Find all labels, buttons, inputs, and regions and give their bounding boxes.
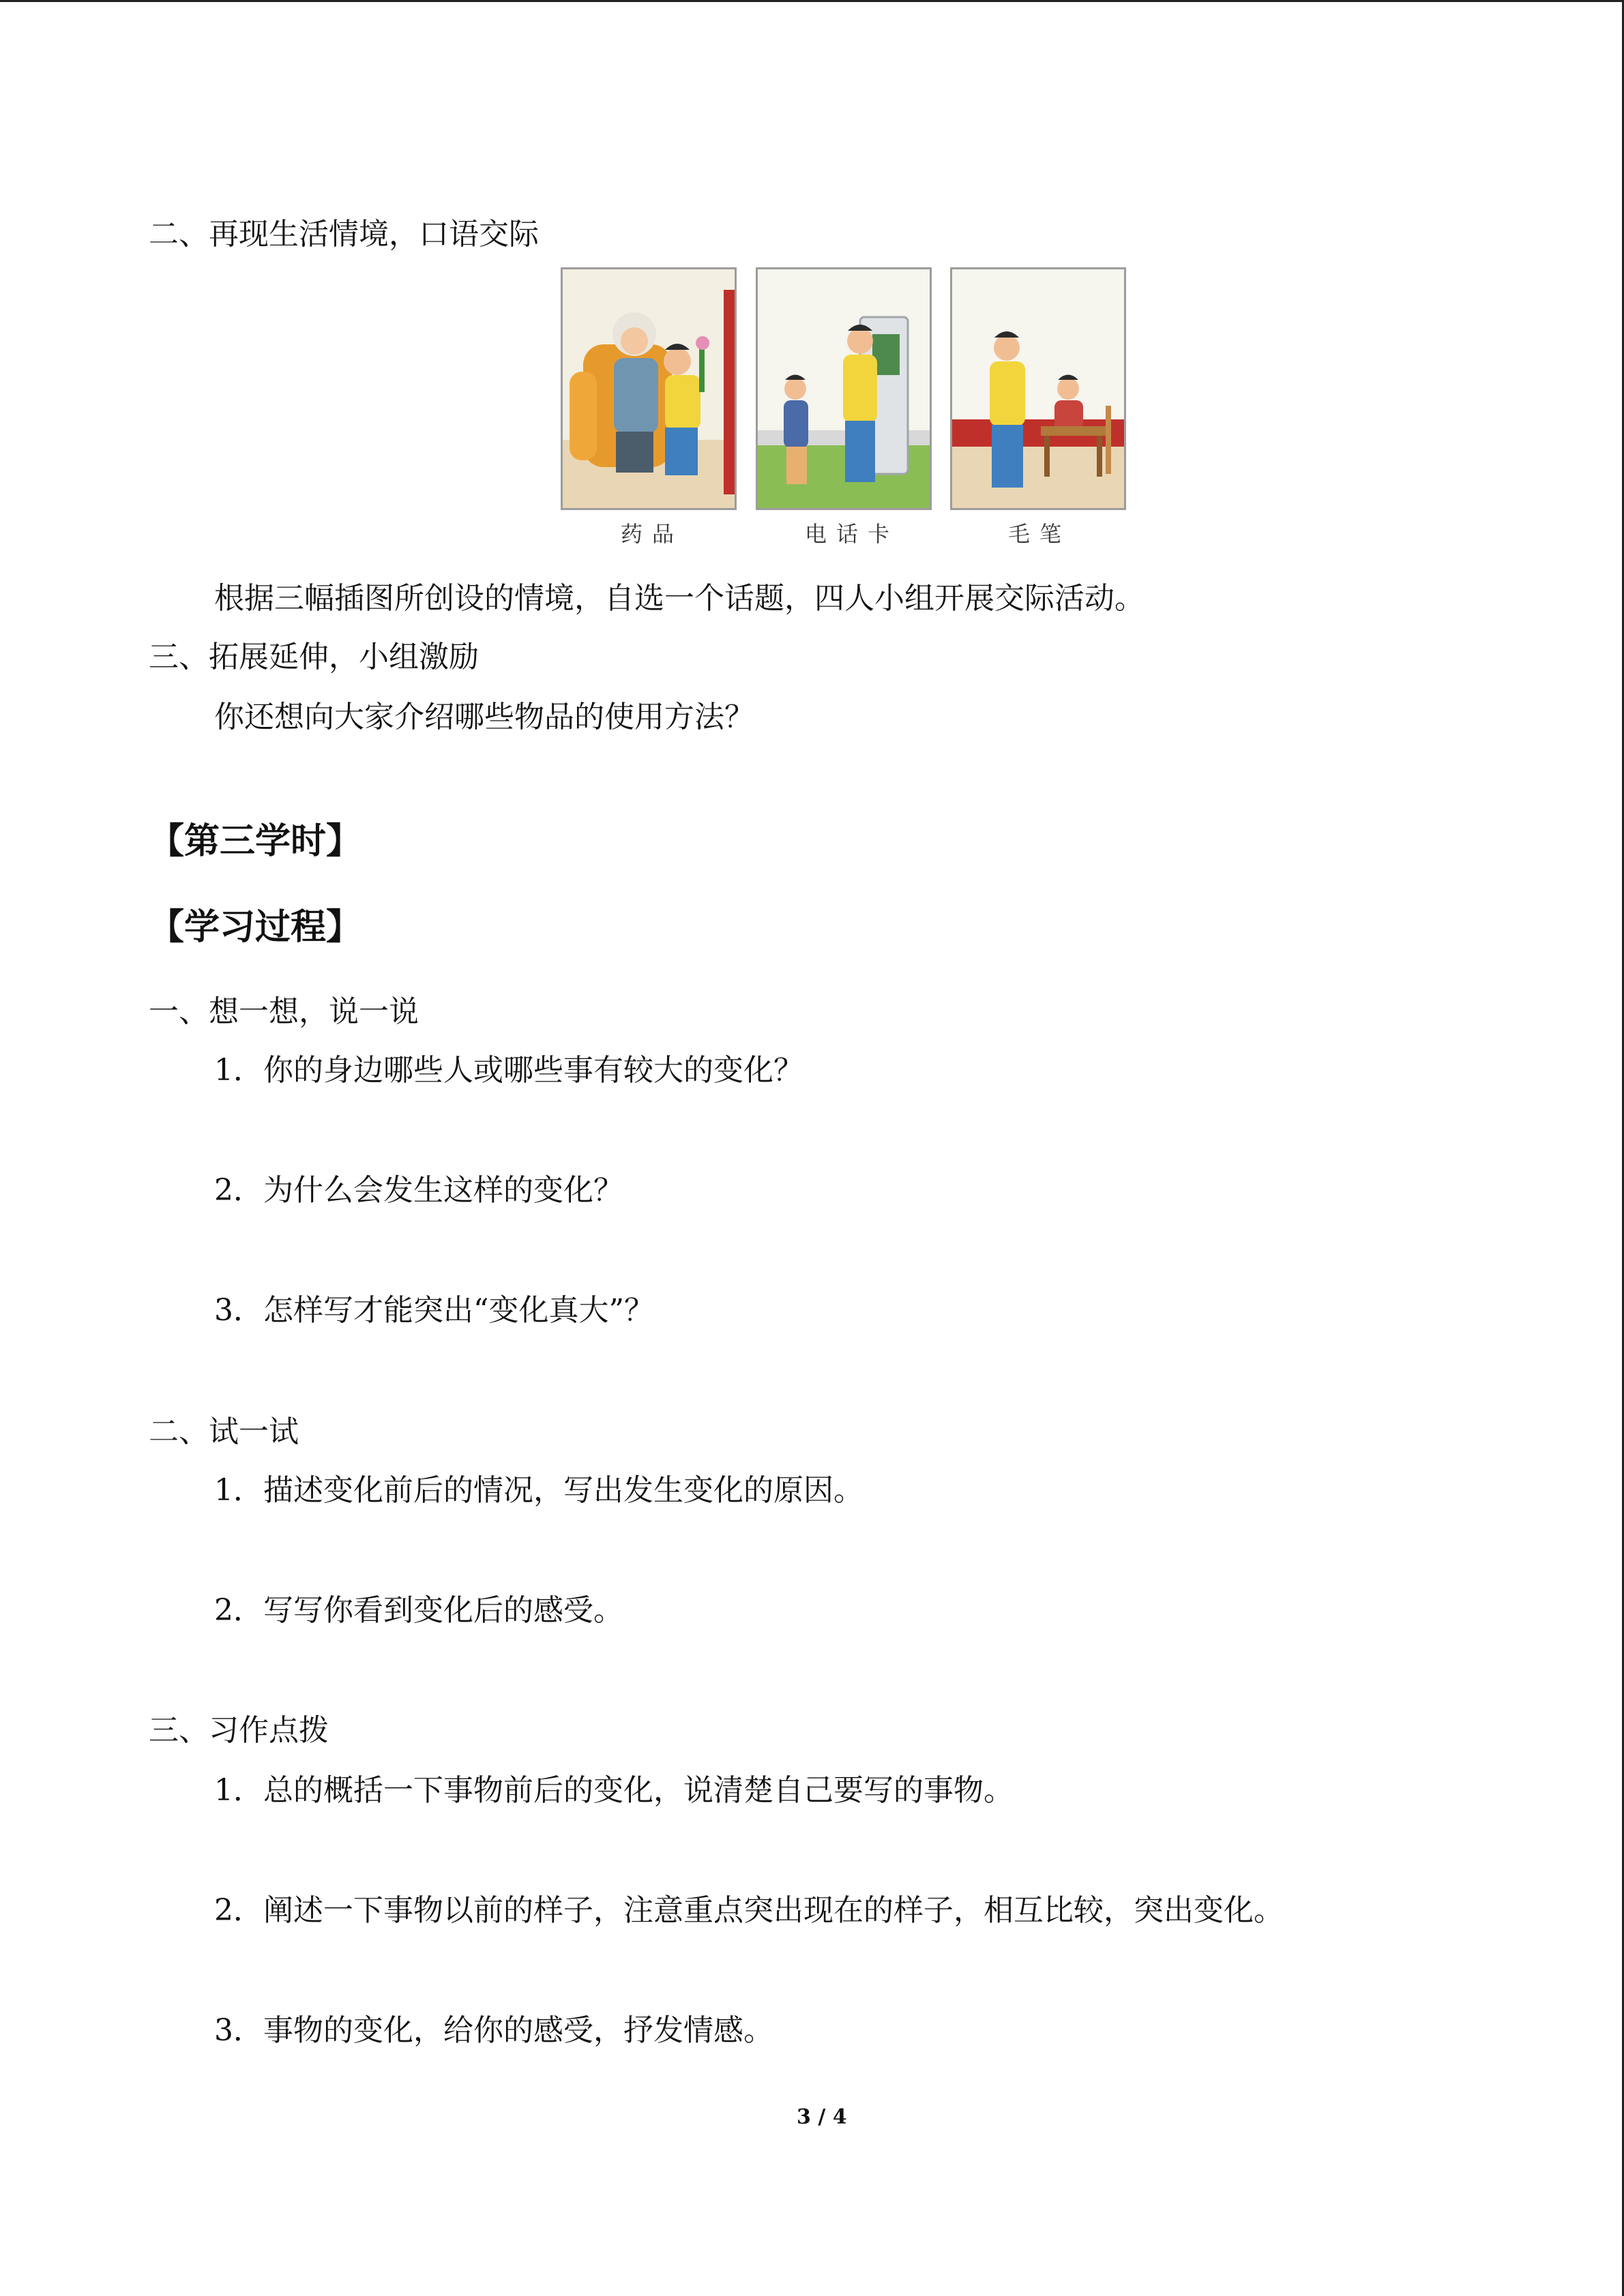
top-border-line bbox=[0, 0, 1624, 2]
phone-card-scene-illustration bbox=[756, 267, 932, 510]
process-heading: 【学习过程】 bbox=[149, 906, 362, 948]
caption-medicine: 药品 bbox=[621, 521, 684, 547]
part1-item-2: 2．为什么会发生这样的变化？ bbox=[214, 1173, 623, 1208]
part3-item-1: 1．总的概括一下事物前后的变化，说清楚自己要写的事物。 bbox=[214, 1773, 1014, 1808]
part1-item-1: 1．你的身边哪些人或哪些事有较大的变化？ bbox=[214, 1053, 803, 1088]
part1-item-3: 3．怎样写才能突出“变化真大”？ bbox=[214, 1293, 654, 1328]
part2-item-1: 1．描述变化前后的情况，写出发生变化的原因。 bbox=[214, 1473, 863, 1508]
brush-pen-scene-illustration bbox=[950, 267, 1126, 510]
section2-heading: 二、再现生活情境，口语交际 bbox=[149, 217, 539, 252]
part3-item-2: 2．阐述一下事物以前的样子，注意重点突出现在的样子，相互比较，突出变化。 bbox=[214, 1893, 1284, 1928]
lesson-heading: 【第三学时】 bbox=[149, 820, 362, 862]
part2-item-2: 2．写写你看到变化后的感受。 bbox=[214, 1593, 623, 1628]
part3-item-3: 3．事物的变化，给你的感受，抒发情感。 bbox=[214, 2013, 773, 2048]
part3-heading: 三、习作点拨 bbox=[149, 1713, 329, 1748]
part2-heading: 二、试一试 bbox=[149, 1414, 299, 1449]
caption-phone-card: 电话卡 bbox=[805, 521, 900, 547]
section2-text: 根据三幅插图所创设的情境，自选一个话题，四人小组开展交际活动。 bbox=[214, 581, 1145, 616]
page-number: 3 / 4 bbox=[797, 2105, 847, 2129]
caption-brush-pen: 毛笔 bbox=[1008, 521, 1072, 547]
medicine-scene-illustration bbox=[561, 267, 737, 510]
section3-text: 你还想向大家介绍哪些物品的使用方法？ bbox=[214, 700, 754, 734]
part1-heading: 一、想一想，说一说 bbox=[149, 994, 419, 1029]
section3-heading: 三、拓展延伸，小组激励 bbox=[149, 640, 479, 674]
